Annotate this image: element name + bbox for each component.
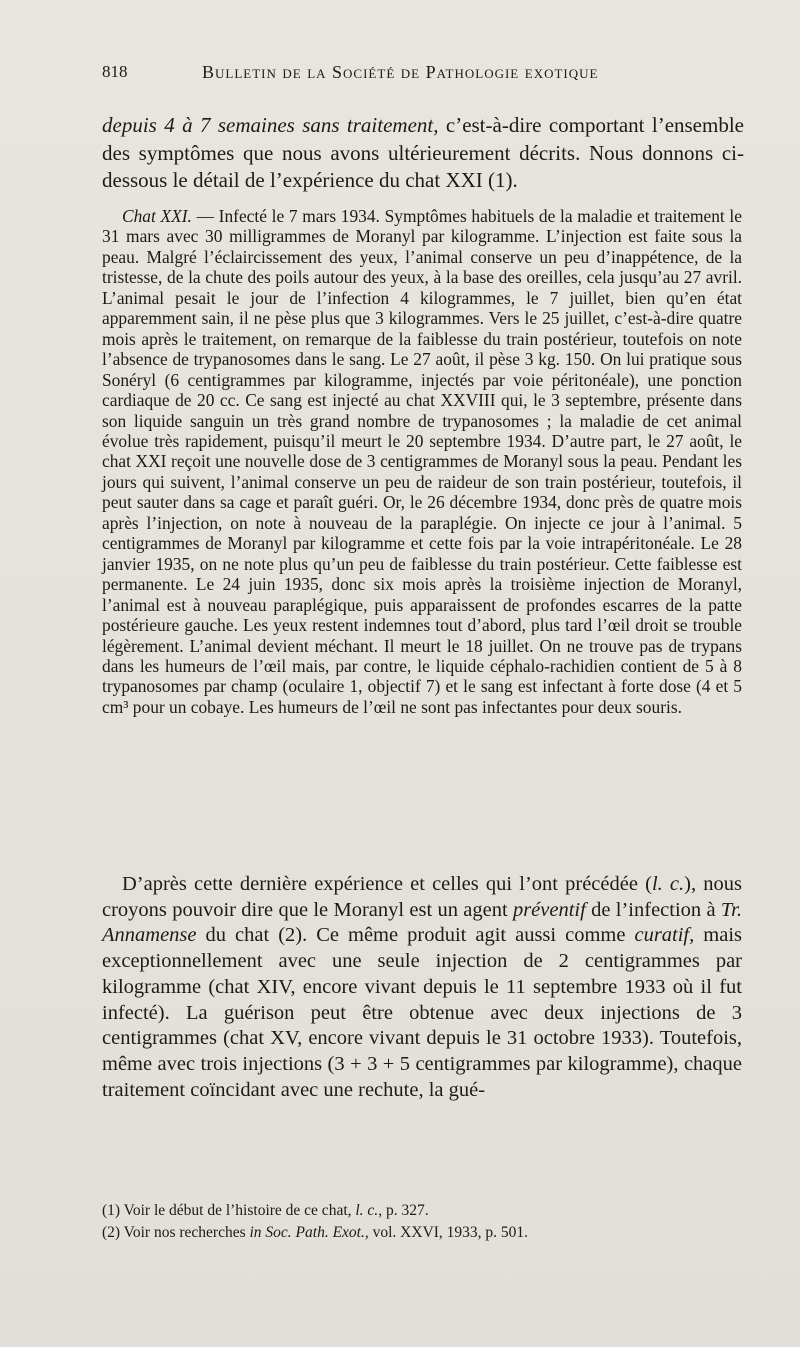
conclusion-text-5: mais exceptionnellement avec une seule injection de 2 centigrammes par kilogramme (chat XIV, encore vivant depuis le 11 septembre 1933 où il fut infecté). La guérison peut être obtenue avec deux injections de 3 centigrammes (chat XV, encore vivant depuis le 31 octobre 1933). Toutefois, même avec trois injections (3 + 3 + 5 centigrammes par kilogramme), chaque traitement coïncidant avec une rechute, la gué-: [102, 924, 742, 1101]
case-label: Chat XXI.: [122, 206, 192, 226]
conclusion-italic-curatif: curatif,: [634, 924, 695, 947]
footnote-2: [102, 1222, 742, 1244]
conclusion-text: [102, 872, 742, 1103]
case-text: — Infecté le 7 mars 1934. Symptômes habituels de la maladie et traitement le 31 mars avec 30 milligrammes de Moranyl par kilogramme. L’injection est faite sous la peau. Malgré l’éclaircissement des yeux, l’animal conserve un peu d’inappétence, de la tristesse, de la chute des poils autour des yeux, à la base des oreilles, cela jusqu’au 27 avril. L’animal pesait le jour de l’infection 4 kilogrammes, le 7 juillet, bien qu’en état apparemment sain, il ne pèse plus que 3 kilogrammes. Vers le 25 juillet, c’est-à-dire quatre mois après le traitement, on remarque de la faiblesse du train postérieur, toutefois on note l’absence de trypanosomes dans le sang. Le 27 août, il pèse 3 kg. 150. On lui pratique sous Sonéryl (6 centigrammes par kilogramme, injectés par voie péritonéale), une ponction cardiaque de 20 cc. Ce sang est injecté au chat XXVIII qui, le 3 septembre, présente dans son liquide sanguin un très grand nombre de trypanosomes ; la maladie de cet animal évolue très rapidement, puisqu’il meurt le 20 septembre 1934. D’autre part, le 27 août, le chat XXI reçoit une nouvelle dose de 3 centigrammes de Moranyl sous la peau. Pendant les jours qui suivent, l’animal conserve un peu de raideur de son train postérieur, toutefois, il peut sauter dans sa cage et paraît guéri. Or, le 26 décembre 1934, donc près de quatre mois après l’injection, on note à nouveau de la paraplégie. On injecte ce jour à l’animal. 5 centigrammes de Moranyl par kilogramme et cette fois par la voie intrapéritonéale. Le 28 janvier 1935, on ne note plus qu’un peu de faiblesse du train postérieur. Cette faiblesse est permanente. Le 24 juin 1935, donc six mois après la troisième injection de Moranyl, l’animal est à nouveau paraplégique, puis apparaissent de profondes escarres de la patte postérieure gauche. Les yeux restent indemnes tout d’abord, plus tard l’œil droit se trouble légèrement. L’animal devient méchant. Il meurt le 18 juillet. On ne trouve pas de trypans dans les humeurs de l’œil mais, par contre, le liquide céphalo-rachidien contient de 5 à 8 trypanosomes par champ (oculaire 1, objectif 7) et le sang est infectant à forte dose (4 et 5 cm³ pour un cobaye. Les humeurs de l’œil ne sont pas infectantes pour deux souris.: [102, 206, 742, 717]
footnote-1-page: , p. 327.: [378, 1202, 429, 1219]
footnote-1-italic: l. c.: [355, 1202, 379, 1219]
footnote-1-text: (1) Voir le début de l’histoire de ce chat,: [102, 1202, 356, 1219]
intro-paragraph: [102, 112, 744, 195]
intro-italic-lead: depuis 4 à 7 semaines sans traitement,: [102, 113, 439, 137]
case-report-chat-xxi: [102, 206, 742, 717]
conclusion-text-2: ), nous croyons pouvoir dire que le Moranyl est un agent: [102, 873, 742, 921]
footnote-2-italic: in Soc. Path. Exot.: [249, 1224, 365, 1241]
conclusion-italic-species: Tr. Annamense: [102, 898, 742, 947]
case-paragraph: [102, 206, 742, 717]
journal-title: Bulletin de la Société de Pathologie exotique: [202, 62, 599, 82]
footnotes: [102, 1200, 742, 1244]
footnote-2-text: (2) Voir nos recherches: [102, 1224, 250, 1241]
conclusion-italic-preventif: préventif: [512, 898, 586, 921]
conclusion-text-4: du chat (2). Ce même produit agit aussi comme: [196, 924, 635, 947]
conclusion-paragraph: [102, 872, 742, 1103]
footnote-2-ref: , vol. XXVI, 1933, p. 501.: [364, 1224, 529, 1241]
conclusion-italic-lc: l. c.: [651, 873, 685, 895]
intro-text: c’est-à-dire comportant l’ensemble des symptômes que nous avons ultérieurement décrits. Nous donnons ci-dessous le détail de l’expérience du chat XXI (1).: [102, 113, 744, 192]
page-number: 818: [102, 62, 128, 81]
footnote-1: [102, 1200, 742, 1222]
conclusion-text-1: D’après cette dernière expérience et celles qui l’ont précédée (: [122, 873, 652, 895]
conclusion-text-3: de l’infection à: [585, 898, 721, 921]
